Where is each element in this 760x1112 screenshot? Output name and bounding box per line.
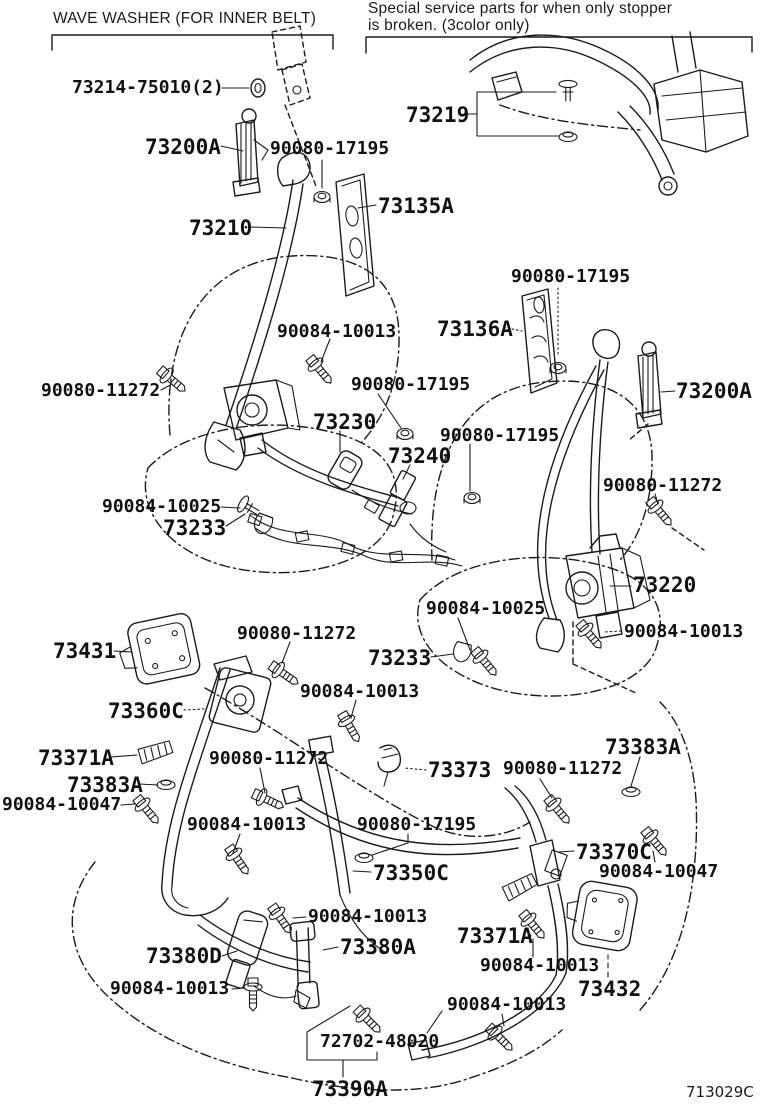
part-label-73219: 73219	[406, 103, 470, 127]
part-label-90080-17195: 90080-17195	[270, 138, 390, 159]
part-label-90080-11272: 90080-11272	[503, 758, 623, 779]
part-label-90080-11272: 90080-11272	[603, 475, 723, 496]
part-label-73431: 73431	[53, 639, 117, 663]
part-label-90084-10013: 90084-10013	[447, 994, 567, 1015]
note-wave-washer: WAVE WASHER (FOR INNER BELT)	[53, 10, 317, 27]
part-label-90084-10013: 90084-10013	[480, 955, 600, 976]
part-label-90084-10013: 90084-10013	[624, 621, 744, 642]
part-label-90080-17195: 90080-17195	[511, 266, 631, 287]
part-label-73383A: 73383A	[67, 773, 143, 797]
part-label-73390A: 73390A	[312, 1077, 388, 1101]
part-label-73432: 73432	[578, 977, 642, 1001]
part-label-90080-17195: 90080-17195	[357, 814, 477, 835]
part-label-73233: 73233	[163, 516, 227, 540]
part-label-73370C: 73370C	[576, 840, 652, 864]
part-label-73210: 73210	[189, 216, 253, 240]
part-label-73136A: 73136A	[437, 317, 513, 341]
doc-code: 713029C	[686, 1083, 754, 1101]
part-label-73383A: 73383A	[605, 735, 681, 759]
part-label-90080-11272: 90080-11272	[41, 380, 161, 401]
part-label-73380A: 73380A	[340, 935, 416, 959]
part-label-90084-10047: 90084-10047	[2, 794, 122, 815]
part-label-73233: 73233	[368, 646, 432, 670]
part-label-73371A: 73371A	[457, 924, 533, 948]
part-label-73214-75010(2): 73214-75010(2)	[72, 77, 224, 98]
part-label-73220: 73220	[633, 573, 697, 597]
part-label-73350C: 73350C	[373, 861, 449, 885]
note-special-service-line2: is broken. (3color only)	[368, 17, 530, 34]
part-label-90084-10013: 90084-10013	[187, 814, 307, 835]
part-label-90080-17195: 90080-17195	[351, 374, 471, 395]
part-label-73240: 73240	[388, 444, 452, 468]
note-special-service-line1: Special service parts for when only stopper	[368, 0, 673, 17]
part-label-73200A: 73200A	[676, 379, 752, 403]
part-label-90080-11272: 90080-11272	[237, 623, 357, 644]
part-label-90084-10013: 90084-10013	[277, 321, 397, 342]
part-label-73135A: 73135A	[378, 194, 454, 218]
part-label-90084-10013: 90084-10013	[300, 681, 420, 702]
part-label-73200A: 73200A	[145, 135, 221, 159]
part-label-90080-11272: 90080-11272	[209, 748, 329, 769]
part-label-73373: 73373	[428, 758, 492, 782]
part-label-90084-10025: 90084-10025	[102, 496, 222, 517]
part-label-90080-17195: 90080-17195	[440, 425, 560, 446]
part-label-73360C: 73360C	[108, 699, 184, 723]
part-label-73230: 73230	[313, 410, 377, 434]
part-label-90084-10025: 90084-10025	[426, 598, 546, 619]
part-label-73380D: 73380D	[146, 944, 222, 968]
part-label-72702-48020: 72702-48020	[320, 1031, 440, 1052]
part-label-90084-10013: 90084-10013	[308, 906, 428, 927]
note-special-service	[368, 0, 672, 34]
part-label-90084-10013: 90084-10013	[110, 978, 230, 999]
part-label-90084-10047: 90084-10047	[599, 861, 719, 882]
part-label-73371A: 73371A	[38, 746, 114, 770]
